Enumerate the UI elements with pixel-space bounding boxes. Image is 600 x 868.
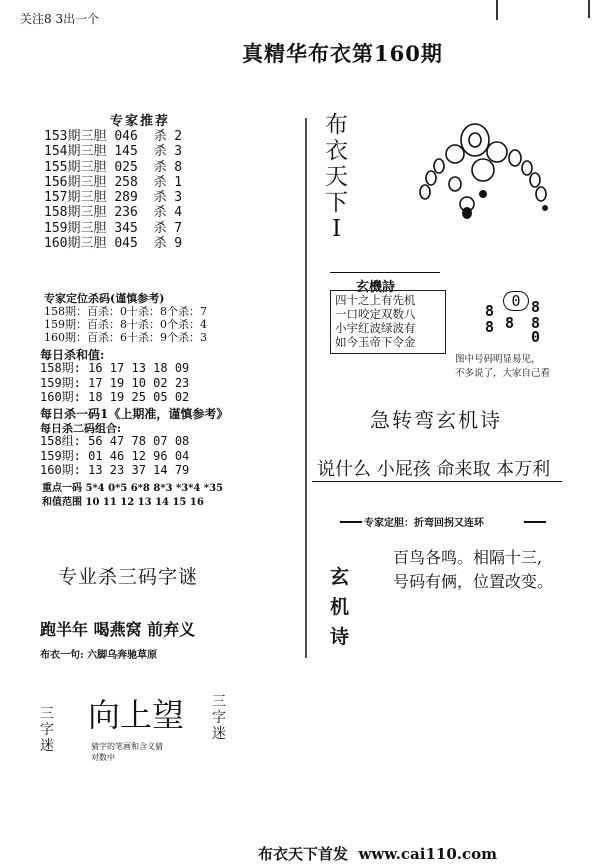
big-word: 向上望 [88, 696, 185, 734]
buyi-char: 衣 [325, 138, 348, 164]
footer: 布衣天下首发 www.cai110.com [258, 845, 497, 863]
xuanji-box [330, 290, 446, 354]
expert-row: 157期三胆 289 杀 3 [44, 190, 183, 206]
expert-row: 160期三胆 045 杀 9 [44, 236, 183, 252]
expert-row: 154期三胆 145 杀 3 [44, 144, 183, 160]
pic-note-2: 不多说了，大家自己看 [455, 368, 551, 379]
column-divider [305, 118, 307, 658]
xuanji-vertical [330, 562, 349, 652]
buyi-char: I [331, 216, 342, 242]
expert-row: 158期三胆 236 杀 4 [44, 205, 183, 221]
buyi-line: 布衣一句: 六脚乌奔驰草原 [40, 650, 158, 661]
digit-picture [485, 288, 555, 346]
poem-title: 急转弯玄机诗 [370, 408, 502, 432]
expert-row: 155期三胆 025 杀 8 [44, 159, 183, 175]
digit-right-3: 0 [531, 328, 541, 346]
poem-line: 说什么 小屁孩 命来取 本万利 [317, 459, 551, 480]
daily-sum-row: 158期: 16 17 13 18 09 [40, 361, 190, 375]
poem2 [393, 546, 553, 594]
xuanji-v-char: 机 [330, 596, 350, 618]
daily-one-heading: 每日杀一码1《上期准，谨慎参考》 [40, 407, 229, 421]
xuanji-line: 小宇红波绿波有 [335, 321, 416, 335]
expert-gall: 专家定胆：折弯回拐又连环 [364, 518, 484, 529]
necklace-illustration [415, 118, 560, 228]
daily-one-row: 159期: 01 46 12 96 04 [40, 448, 190, 463]
digit-left: 8 [485, 302, 495, 320]
digit-mid: 8 [505, 314, 515, 332]
top-note: 关注8 3出一个 [20, 12, 100, 26]
riddle-title: 专业杀三码字谜 [58, 566, 199, 588]
expert-gall-right-dash [524, 521, 546, 523]
focus-line: 重点一码 5*4 0*5 6*8 8*3 *3*4 *35 [42, 483, 223, 494]
page-title: 真精华布衣第160期 [242, 41, 443, 66]
positional-heading: 专家定位杀码(谨慎参考) [44, 292, 165, 305]
buyi-vertical [325, 112, 348, 242]
poem2-line: 百鸟各鸣。相隔十三, [393, 548, 543, 567]
sum-range-line: 和值范围 10 11 12 13 14 15 16 [42, 497, 204, 508]
corner-mark-2 [588, 0, 590, 18]
small-note-1: 猜字的笔画和含义猜 [91, 742, 163, 751]
poem2-line: 号码有俩，位置改变。 [393, 572, 554, 591]
sanzimi-right: 三字迷 [212, 694, 226, 742]
buyi-char: 布 [325, 112, 348, 138]
xuanji-line: 四十之上有先机 [335, 293, 416, 307]
expert-heading: 专家推荐 [110, 114, 171, 129]
expert-row: 153期三胆 046 杀 2 [44, 129, 183, 144]
digit-right-2: 8 [531, 314, 541, 332]
daily-one-table [40, 434, 189, 478]
expert-row: 156期三胆 258 杀 1 [44, 174, 183, 190]
poem-underline [312, 481, 562, 482]
xuanji-line: 一口咬定双数八 [335, 307, 416, 321]
pic-note-1: 图中号码明显易见， [455, 354, 541, 365]
daily-sum-heading: 每日杀和值: [40, 348, 105, 362]
expert-gall-left-dash [340, 521, 362, 523]
daily-one-row: 158组: 56 47 78 07 08 [40, 434, 190, 448]
daily-one-row: 160期: 13 23 37 14 79 [40, 463, 190, 477]
sanzimi-left: 三字迷 [40, 706, 54, 754]
daily-sum-table [40, 361, 189, 405]
positional-row: 159期：百杀：8十杀：0个杀：4 [44, 318, 207, 331]
riddle-line: 跑半年 喝燕窝 前弃义 [40, 620, 196, 639]
expert-row: 159期三胆 345 杀 7 [44, 220, 183, 236]
xuanji-heading: 玄機詩 [356, 280, 396, 295]
xuanji-line: 如今玉帝下令金 [335, 335, 416, 349]
positional-row: 160期：百杀：6十杀：9个杀：3 [44, 331, 207, 344]
digit-center: 0 [503, 291, 529, 311]
digit-left-2: 8 [485, 318, 495, 336]
xuanji-v-char: 诗 [330, 626, 350, 648]
positional-row: 158期：百杀：0十杀：8个杀：7 [44, 305, 207, 318]
xuanji-heading-bar [330, 272, 440, 273]
daily-sum-row: 160期: 18 19 25 05 02 [40, 390, 190, 404]
buyi-char: 天 [325, 164, 348, 190]
buyi-char: 下 [325, 190, 348, 216]
daily-one-sub: 每日杀二码组合: [40, 422, 122, 435]
small-note-2: 对数中 [91, 753, 115, 762]
positional-table [44, 305, 207, 344]
digit-right: 8 [531, 298, 541, 316]
daily-sum-row: 159期: 17 19 10 02 23 [40, 375, 190, 390]
corner-mark [496, 0, 498, 20]
xuanji-v-char: 玄 [330, 566, 350, 588]
expert-table [44, 129, 182, 251]
